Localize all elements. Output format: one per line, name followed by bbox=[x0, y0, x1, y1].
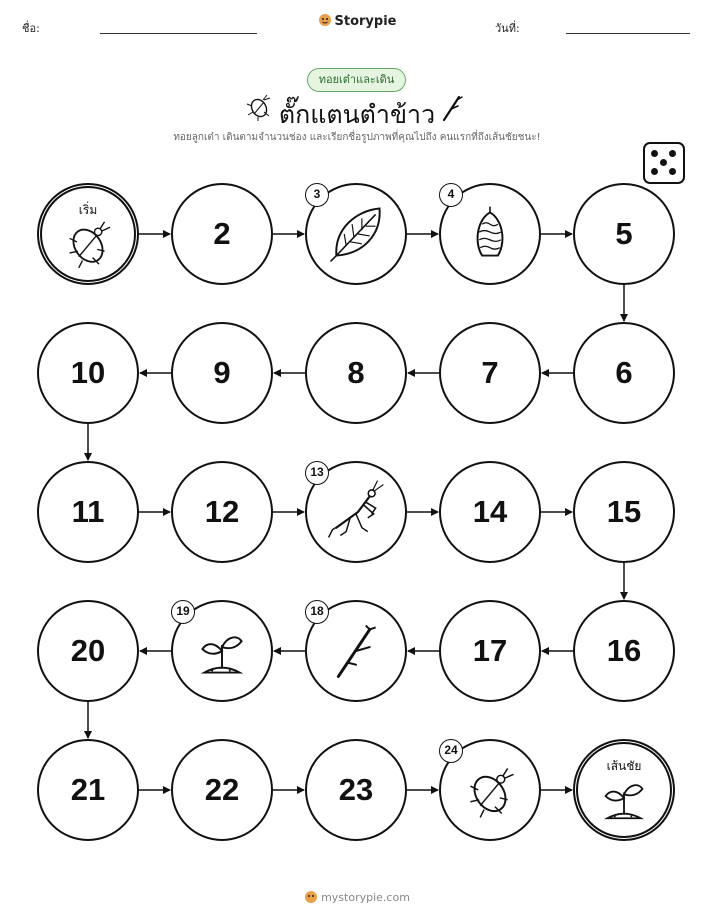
space-number: 15 bbox=[606, 494, 642, 529]
board-space-14[interactable] bbox=[439, 461, 541, 563]
start-label: เริ่ม bbox=[78, 203, 98, 217]
start-space[interactable] bbox=[37, 183, 139, 285]
date-label: วันที่: bbox=[495, 22, 520, 35]
board-space-17[interactable] bbox=[439, 600, 541, 702]
board-space-15[interactable] bbox=[573, 461, 675, 563]
space-number: 12 bbox=[204, 494, 240, 529]
space-number: 21 bbox=[70, 772, 106, 807]
brand-name: Storypie bbox=[334, 14, 397, 29]
board-space-24[interactable] bbox=[439, 739, 541, 841]
page-title: ตั๊กแตนตำข้าว bbox=[278, 100, 436, 129]
space-number: 10 bbox=[70, 355, 106, 390]
space-number: 23 bbox=[338, 772, 374, 807]
board-space-7[interactable] bbox=[439, 322, 541, 424]
board-space-12[interactable] bbox=[171, 461, 273, 563]
board-space-19[interactable] bbox=[171, 600, 273, 702]
space-number-badge: 24 bbox=[439, 739, 463, 763]
name-label: ชื่อ: bbox=[22, 22, 40, 35]
instructions: ทอยลูกเต๋า เดินตามจำนวนช่อง และเรียกชื่อรูปภาพที่คุณไปถึง คนแรกที่ถึงเส้นชัยชนะ! bbox=[173, 132, 541, 143]
board-space-11[interactable] bbox=[37, 461, 139, 563]
space-number: 6 bbox=[615, 355, 633, 390]
finish-space[interactable] bbox=[573, 739, 675, 841]
board-space-8[interactable] bbox=[305, 322, 407, 424]
space-number: 5 bbox=[615, 216, 633, 251]
space-number: 17 bbox=[472, 633, 508, 668]
board-space-2[interactable] bbox=[171, 183, 273, 285]
board-space-3[interactable] bbox=[305, 183, 407, 285]
game-tag: ทอยเต๋าและเดิน bbox=[307, 68, 406, 92]
storypie-logo-icon bbox=[304, 890, 318, 904]
board-space-22[interactable] bbox=[171, 739, 273, 841]
space-number-badge: 19 bbox=[171, 600, 195, 624]
space-number: 16 bbox=[606, 633, 642, 668]
board-space-21[interactable] bbox=[37, 739, 139, 841]
board-space-18[interactable] bbox=[305, 600, 407, 702]
space-number: 11 bbox=[71, 494, 105, 529]
board-space-5[interactable] bbox=[573, 183, 675, 285]
space-number: 9 bbox=[213, 355, 231, 390]
space-number-badge: 3 bbox=[305, 183, 329, 207]
footer-url[interactable]: mystorypie.com bbox=[321, 891, 410, 904]
board-space-6[interactable] bbox=[573, 322, 675, 424]
space-number-badge: 13 bbox=[305, 461, 329, 485]
board-space-20[interactable] bbox=[37, 600, 139, 702]
board-space-13[interactable] bbox=[305, 461, 407, 563]
board-space-4[interactable] bbox=[439, 183, 541, 285]
finish-label: เส้นชัย bbox=[606, 759, 642, 773]
space-number: 14 bbox=[472, 494, 508, 529]
footer bbox=[0, 890, 714, 904]
space-number-badge: 4 bbox=[439, 183, 463, 207]
board-space-16[interactable] bbox=[573, 600, 675, 702]
board-space-23[interactable] bbox=[305, 739, 407, 841]
space-number: 20 bbox=[70, 633, 106, 668]
space-number: 2 bbox=[213, 216, 231, 251]
space-number: 8 bbox=[347, 355, 365, 390]
space-number: 22 bbox=[204, 772, 240, 807]
space-number: 7 bbox=[481, 355, 499, 390]
space-number-badge: 18 bbox=[305, 600, 329, 624]
board-space-9[interactable] bbox=[171, 322, 273, 424]
board-space-10[interactable] bbox=[37, 322, 139, 424]
